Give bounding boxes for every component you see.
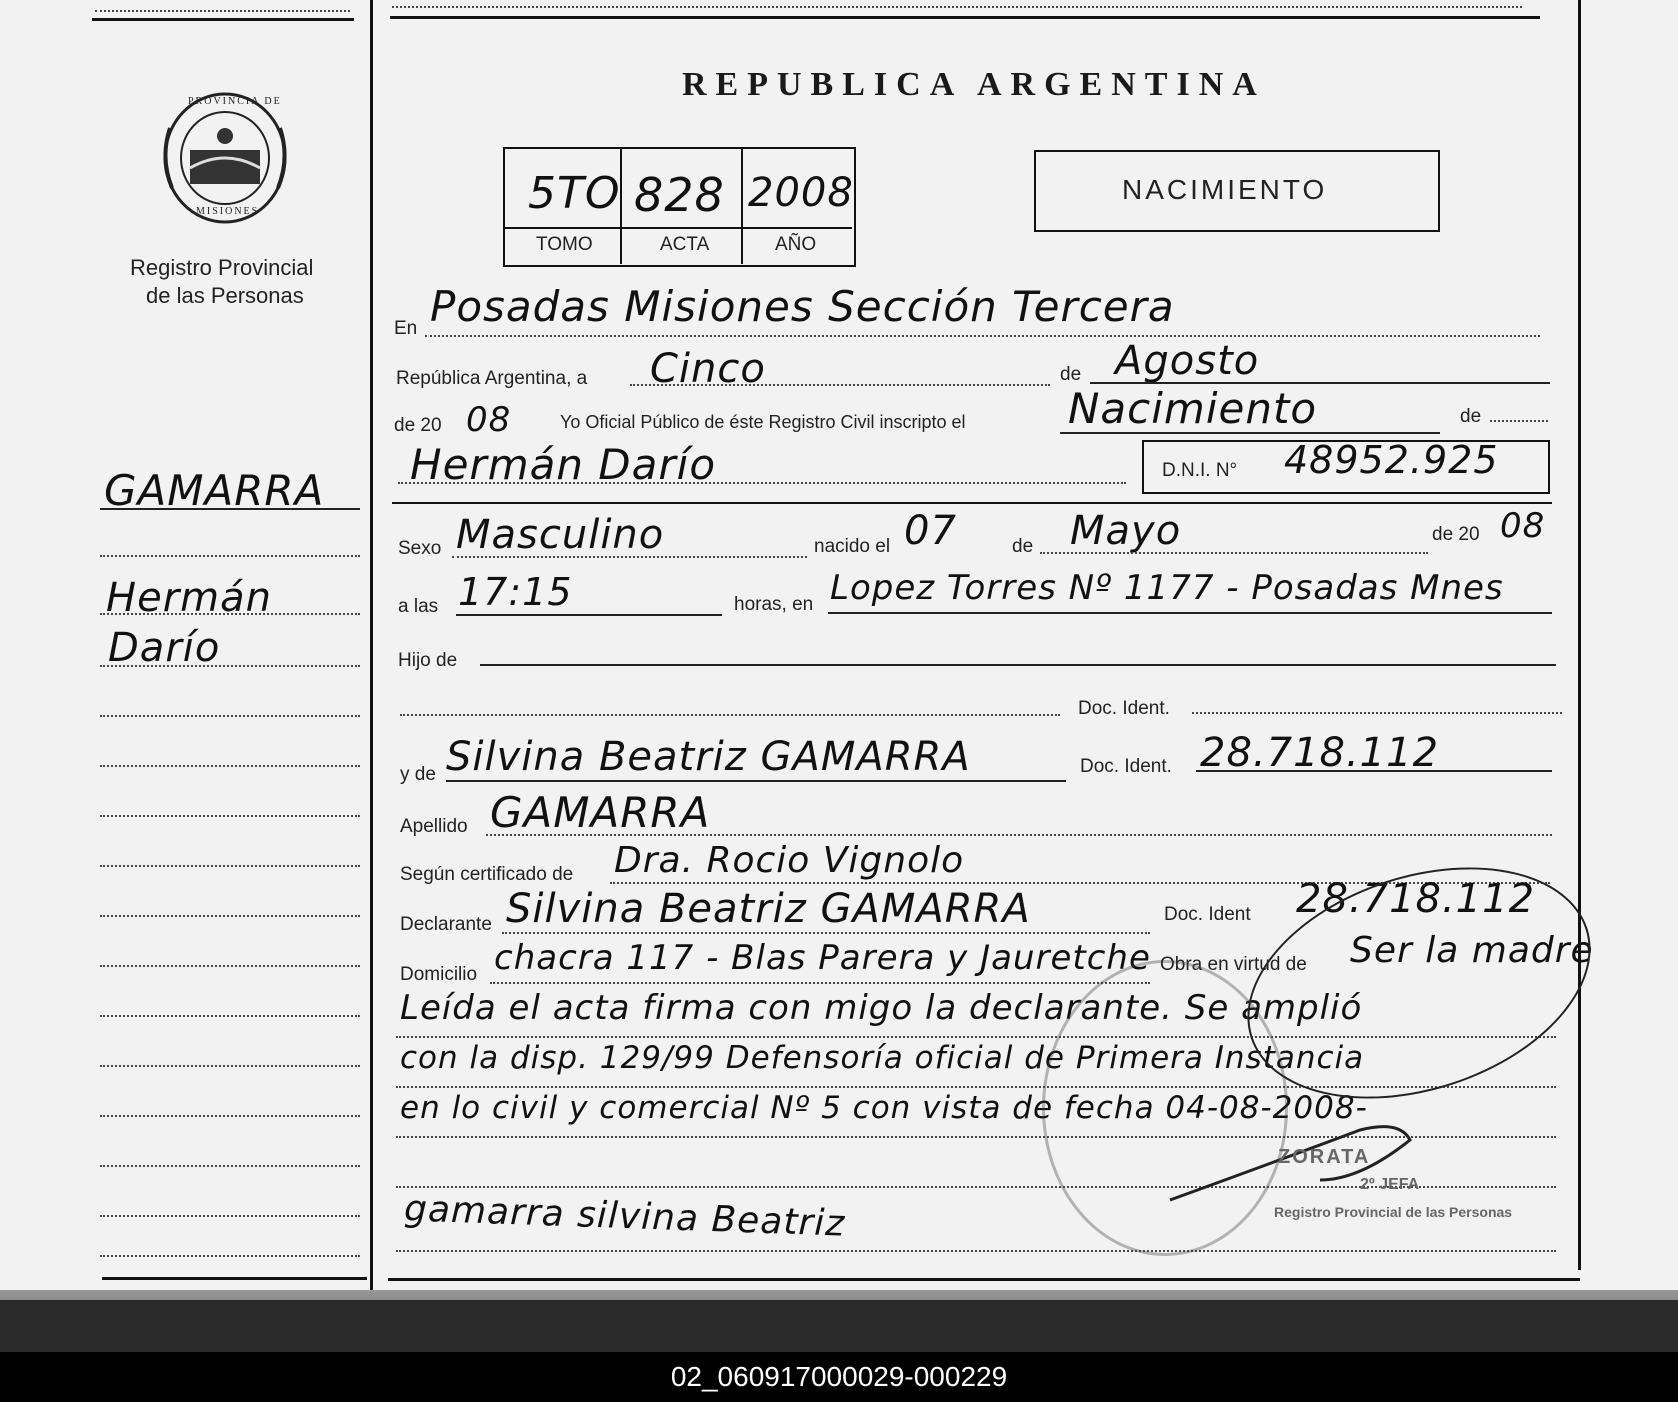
margin-line-9 xyxy=(100,915,360,917)
declarante-doc-value: 28.718.112 xyxy=(1296,876,1536,922)
madre-value: Silvina Beatriz GAMARRA xyxy=(446,734,971,780)
domicilio-label: Domicilio xyxy=(400,964,478,985)
margin-line-3 xyxy=(100,613,360,615)
yde-label: y de xyxy=(400,764,436,785)
stamp-line-3: Registro Provincial de las Personas xyxy=(1274,1204,1513,1220)
doc-label-2: Doc. Ident. xyxy=(1080,756,1172,777)
stamp-line-1: ZORATA xyxy=(1278,1146,1371,1168)
horas-label: horas, en xyxy=(734,594,814,615)
act-type-label: NACIMIENTO xyxy=(1122,174,1328,205)
record-box-rule xyxy=(504,227,852,229)
registry-stamp xyxy=(1042,960,1288,1256)
margin-line-8 xyxy=(100,865,360,867)
sexo-label: Sexo xyxy=(398,538,442,559)
margin-line-7 xyxy=(100,815,360,817)
domicilio-value: chacra 117 - Blas Parera y Jauretche xyxy=(494,938,1151,978)
de-label-2: de xyxy=(1460,406,1482,427)
nota-line-3: en lo civil y comercial Nº 5 con vista de fecha 04-08-2008- xyxy=(400,1090,1368,1126)
obra-value: Ser la madre xyxy=(1350,930,1594,971)
left-top-rule xyxy=(92,18,354,21)
margin-line-2 xyxy=(100,555,360,557)
nota-rule-5 xyxy=(396,1250,1556,1252)
declarante-signature: gamarra silvina Beatriz xyxy=(403,1188,846,1245)
declarante-value: Silvina Beatriz GAMARRA xyxy=(506,886,1031,932)
anio-short-value: 08 xyxy=(466,400,512,440)
declarante-line xyxy=(502,932,1150,934)
alas-label: a las xyxy=(398,596,439,617)
margin-line-5 xyxy=(100,715,360,717)
registry-line1: Registro Provincial xyxy=(130,255,314,280)
margin-line-10 xyxy=(100,965,360,967)
nac-mes-line xyxy=(1040,552,1428,554)
nota-line-1: Leída el acta firma con migo la declarante. Se amplió xyxy=(400,988,1363,1028)
dni-value: 48952.925 xyxy=(1284,438,1499,482)
inscripto-value: Nacimiento xyxy=(1068,384,1318,433)
de20-label: de 20 xyxy=(394,415,442,436)
doc-label-3: Doc. Ident xyxy=(1164,904,1251,925)
de-label: de xyxy=(1060,364,1082,385)
lugar-line xyxy=(828,612,1552,614)
right-bottom-rule xyxy=(388,1278,1580,1281)
dia-value: Cinco xyxy=(650,346,766,392)
nombre-value: Hermán Darío xyxy=(410,440,717,489)
record-box-divider-2 xyxy=(741,148,743,264)
binding-edge xyxy=(0,1300,1678,1352)
en-line xyxy=(425,335,1540,337)
apellido-value: GAMARRA xyxy=(490,788,711,837)
margin-name-1: Hermán xyxy=(106,575,272,621)
tomo-label: TOMO xyxy=(536,234,593,255)
nac-dia-value: 07 xyxy=(904,508,957,554)
right-top-rule xyxy=(390,16,1540,19)
de-label-3: de xyxy=(1012,536,1034,557)
inscripto-line xyxy=(1060,432,1440,434)
anio-value: 2008 xyxy=(748,170,854,216)
dni-label: D.N.I. N° xyxy=(1162,460,1238,481)
obra-label: Obra en virtud de xyxy=(1160,954,1307,975)
margin-line-1 xyxy=(100,508,360,510)
center-divider xyxy=(370,0,373,1295)
en-value: Posadas Misiones Sección Tercera xyxy=(430,282,1175,331)
registry-line2: de las Personas xyxy=(146,283,304,308)
apellido-label: Apellido xyxy=(400,816,468,837)
lugar-value: Lopez Torres Nº 1177 - Posadas Mnes xyxy=(830,568,1504,608)
tomo-value: 5TO xyxy=(528,168,621,219)
oficial-label: Yo Oficial Público de éste Registro Civil inscripto el xyxy=(560,412,966,432)
margin-surname: GAMARRA xyxy=(104,466,325,515)
sexo-line xyxy=(452,556,807,558)
document-title: REPUBLICA ARGENTINA xyxy=(682,66,1266,103)
padre-line xyxy=(400,714,1060,716)
image-caption: 02_060917000029-000229 xyxy=(0,1352,1678,1402)
mes-value: Agosto xyxy=(1115,338,1260,384)
madre-line xyxy=(446,780,1066,782)
hora-line xyxy=(456,614,722,616)
de20-label-2: de 20 xyxy=(1432,524,1480,545)
hora-value: 17:15 xyxy=(458,570,573,614)
nac-anio-value: 08 xyxy=(1500,506,1546,546)
madre-doc-line xyxy=(1196,770,1552,772)
nombre-line xyxy=(398,482,1126,484)
left-top-dots xyxy=(95,10,350,12)
margin-line-16 xyxy=(100,1255,360,1257)
declarante-label: Declarante xyxy=(400,914,492,935)
anio-label: AÑO xyxy=(775,234,817,255)
en-label: En xyxy=(394,318,418,339)
margin-line-12 xyxy=(100,1065,360,1067)
section-rule xyxy=(392,502,1552,504)
nota-line-2: con la disp. 129/99 Defensoría oficial de Primera Instancia xyxy=(400,1040,1365,1076)
right-top-dots xyxy=(392,6,1522,8)
margin-line-13 xyxy=(100,1115,360,1117)
republica-label: República Argentina, a xyxy=(396,368,588,389)
margin-line-6 xyxy=(100,765,360,767)
apellido-line xyxy=(486,834,1552,836)
acta-label: ACTA xyxy=(660,234,710,255)
acta-value: 828 xyxy=(634,168,725,222)
margin-name-2: Darío xyxy=(108,625,221,671)
margin-line-11 xyxy=(100,1015,360,1017)
margin-line-14 xyxy=(100,1165,360,1167)
nacido-label: nacido el xyxy=(814,536,891,557)
right-border xyxy=(1578,0,1581,1270)
hijo-line xyxy=(480,664,1556,666)
nac-mes-value: Mayo xyxy=(1070,508,1182,554)
certificado-label: Según certificado de xyxy=(400,864,574,885)
hijo-label: Hijo de xyxy=(398,650,458,671)
de-line-2 xyxy=(1490,420,1548,422)
seal-top-text: PROVINCIA DE xyxy=(188,96,282,107)
sexo-value: Masculino xyxy=(456,512,665,558)
domicilio-line xyxy=(490,982,1150,984)
province-seal xyxy=(160,88,290,228)
margin-line-15 xyxy=(100,1215,360,1217)
stamp-line-2: 2º JEFA xyxy=(1360,1176,1420,1193)
margin-line-4 xyxy=(100,665,360,667)
left-bottom-rule xyxy=(102,1277,367,1280)
madre-doc-value: 28.718.112 xyxy=(1200,730,1440,776)
certificado-value: Dra. Rocio Vignolo xyxy=(614,840,965,881)
doc-label-1: Doc. Ident. xyxy=(1078,698,1170,719)
padre-doc-line xyxy=(1192,712,1562,714)
seal-bottom-text: MISIONES xyxy=(196,206,260,217)
